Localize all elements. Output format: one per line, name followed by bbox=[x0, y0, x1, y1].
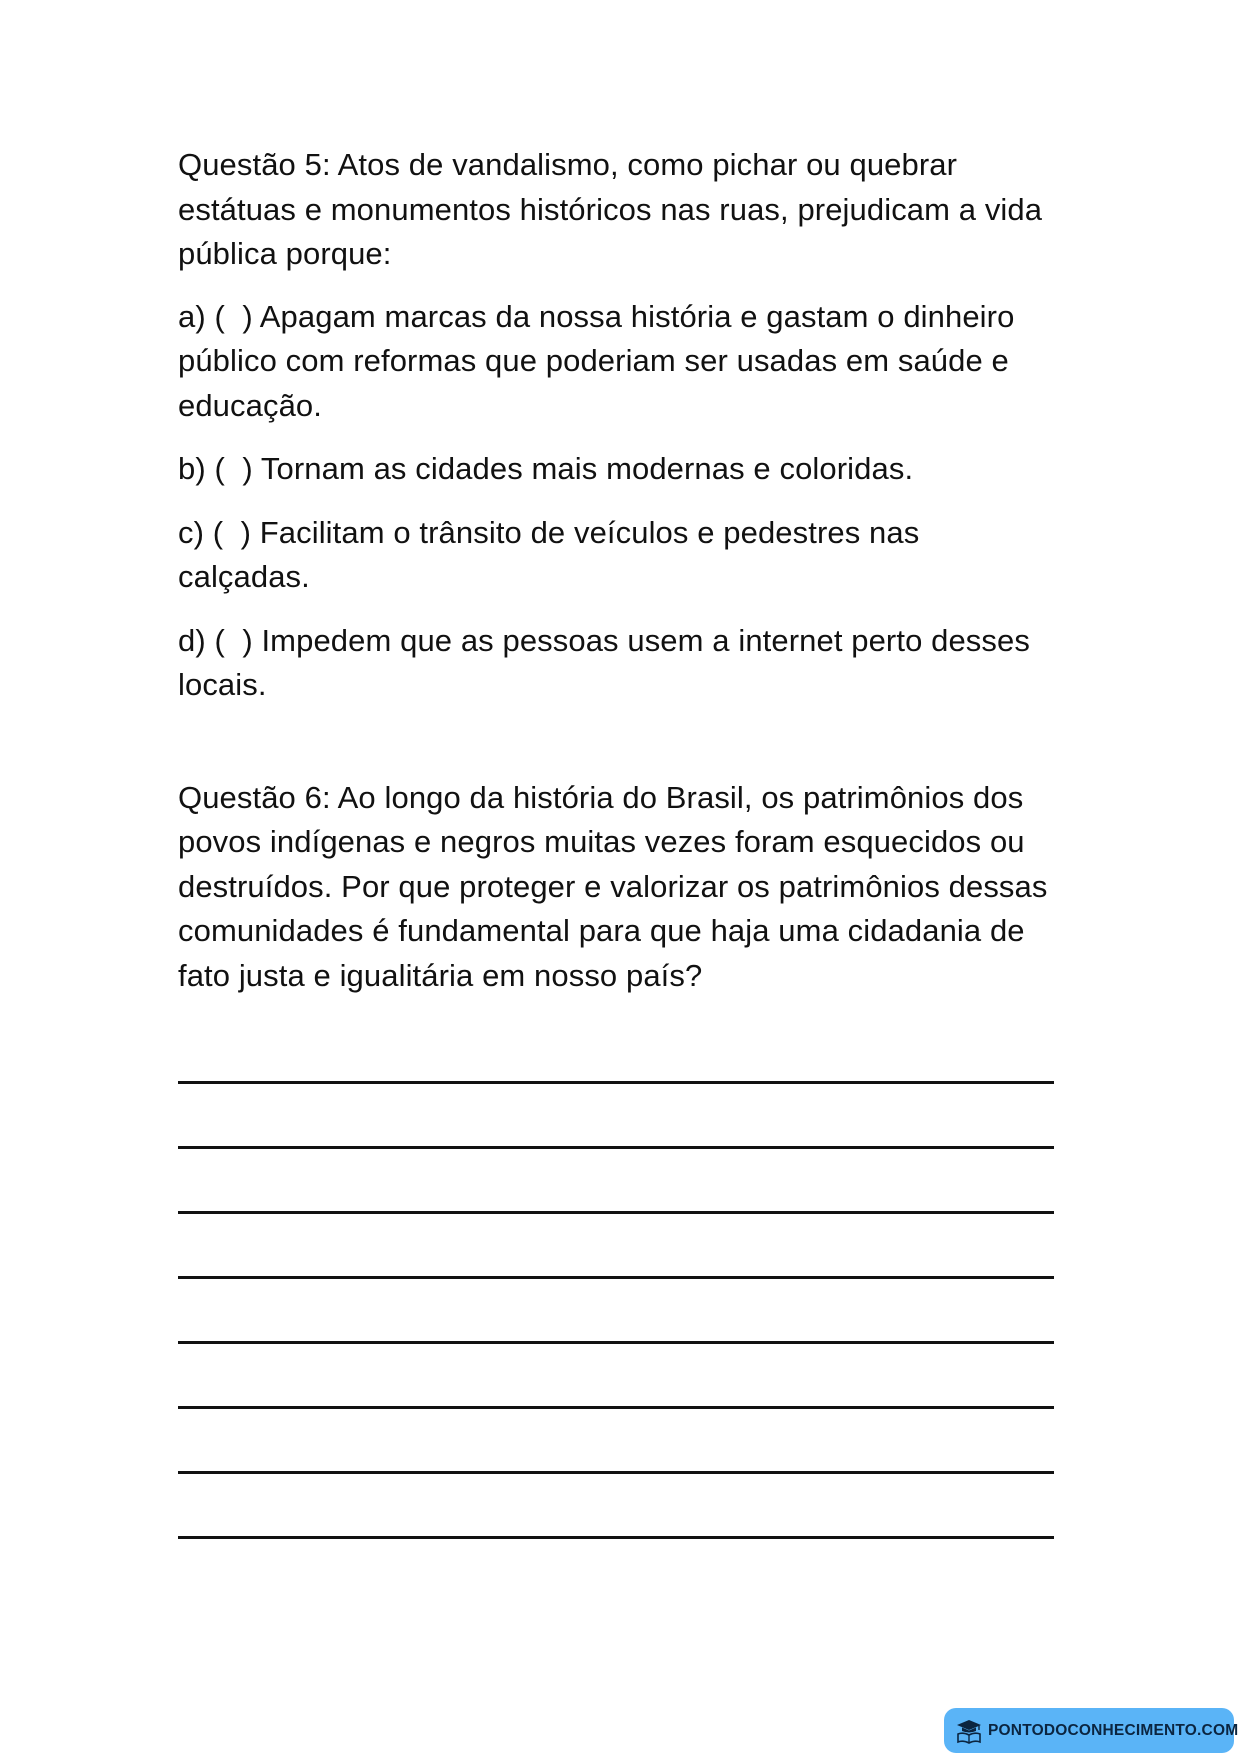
option-text: Facilitam o trânsito de veículos e pedestres nas calçadas. bbox=[178, 514, 920, 594]
option-marker: b) ( ) bbox=[178, 451, 261, 486]
answer-lines bbox=[178, 1041, 1058, 1539]
option-text: Apagam marcas da nossa história e gastam o dinheiro público com reformas que poderiam ser usadas em saúde e educação. bbox=[178, 298, 1015, 423]
question-5-prompt: Questão 5: Atos de vandalismo, como pichar ou quebrar estátuas e monumentos históricos nas ruas, prejudicam a vida pública porque: bbox=[178, 147, 1043, 271]
answer-line[interactable] bbox=[178, 1474, 1054, 1539]
worksheet-content bbox=[178, 143, 1058, 1539]
option-marker: a) ( ) bbox=[178, 298, 260, 334]
option-marker: d) ( ) bbox=[178, 622, 262, 658]
question-6-prompt: Questão 6: Ao longo da história do Brasil, os patrimônios dos povos indígenas e negros muitas vezes foram esquecidos ou destruídos. Por que proteger e valorizar os patrimônios dessas comunidades é fundamental para que haja uma cidadania de fato justa e igualitária em nosso país? bbox=[178, 779, 1048, 993]
answer-line[interactable] bbox=[178, 1279, 1054, 1344]
answer-line[interactable] bbox=[178, 1041, 1054, 1084]
option-marker: c) ( ) bbox=[178, 514, 260, 550]
answer-line[interactable] bbox=[178, 1149, 1054, 1214]
answer-line[interactable] bbox=[178, 1409, 1054, 1474]
answer-line[interactable] bbox=[178, 1214, 1054, 1279]
site-badge[interactable] bbox=[944, 1708, 1239, 1753]
answer-line[interactable] bbox=[178, 1344, 1054, 1409]
option-text: Tornam as cidades mais modernas e coloridas. bbox=[260, 451, 914, 486]
question-6 bbox=[178, 776, 1058, 1540]
question-5-option-b[interactable] bbox=[178, 447, 1058, 492]
question-5-option-c[interactable] bbox=[178, 511, 1058, 600]
question-5-option-d[interactable] bbox=[178, 619, 1058, 708]
option-text: Impedem que as pessoas usem a internet perto desses locais. bbox=[178, 622, 1030, 702]
answer-line[interactable] bbox=[178, 1084, 1054, 1149]
site-name: PONTODOCONHECIMENTO.COM bbox=[988, 1721, 1239, 1739]
question-5-option-a[interactable] bbox=[178, 295, 1058, 429]
graduation-book-icon bbox=[954, 1716, 984, 1746]
question-5 bbox=[178, 143, 1058, 708]
